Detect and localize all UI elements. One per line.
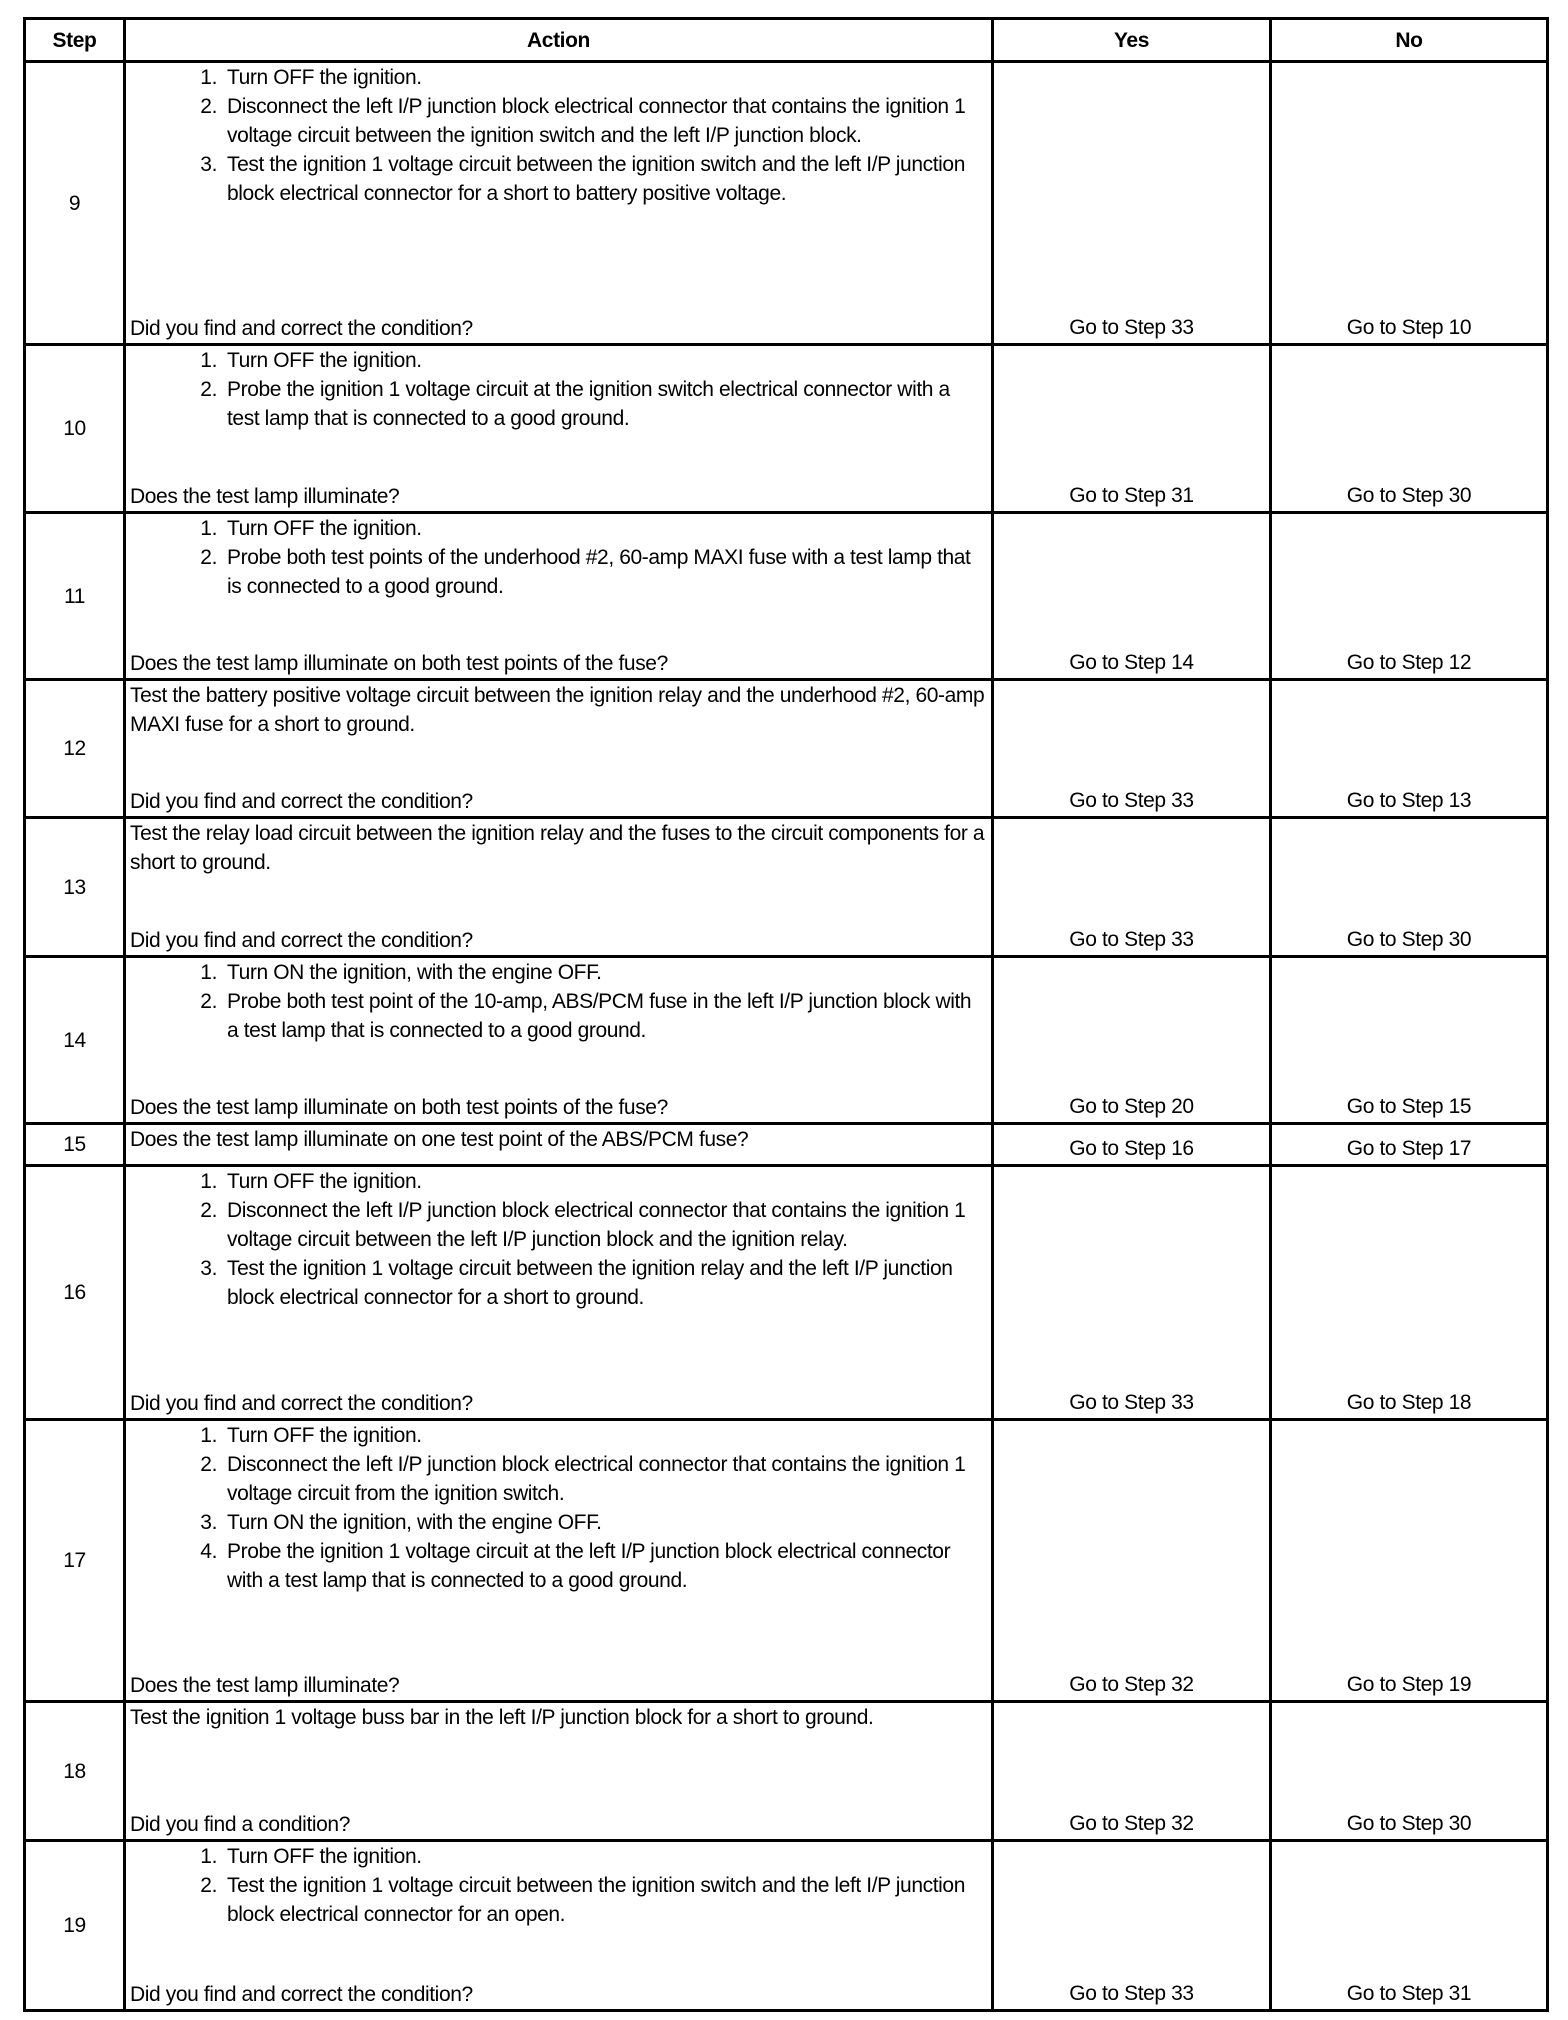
action-step [130,514,985,543]
action-steps [130,1167,985,1312]
header-step: Step [25,19,125,62]
table-row [25,513,1548,680]
question-text: Did you find and correct the condition? [130,929,473,952]
no-cell: Go to Step 30 [1271,345,1548,513]
question-text: Does the test lamp illuminate on both test points of the fuse? [130,652,668,675]
action-steps [130,1842,985,1929]
action-text: Test the ignition 1 voltage buss bar in the left I/P junction block for a short to ground. [130,1706,874,1729]
step-cell: 16 [25,1166,125,1420]
action-cell [125,513,993,680]
action-text: Test the battery positive voltage circuit between the ignition relay and the underhood #2, 60-amp MAXI fuse for a short to ground. [130,684,985,736]
action-step [130,1842,985,1871]
action-cell [125,680,993,818]
step-number-label: 2 . [130,92,227,150]
yes-cell: Go to Step 33 [993,1166,1271,1420]
no-cell: Go to Step 30 [1271,1702,1548,1841]
action-step-text: Turn OFF the ignition. [227,1170,422,1193]
yes-cell: Go to Step 14 [993,513,1271,680]
step-cell: 19 [25,1841,125,2011]
table-row [25,818,1548,957]
no-cell: Go to Step 17 [1271,1124,1548,1166]
yes-cell: Go to Step 20 [993,957,1271,1124]
action-step [130,346,985,375]
header-yes: Yes [993,19,1271,62]
step-number-label: 1 . [130,958,227,987]
step-number-label: 2 . [130,987,227,1045]
table-row [25,1124,1548,1166]
question-text: Did you find and correct the condition? [130,317,473,340]
action-step-text: Turn OFF the ignition. [227,1845,422,1868]
action-step-text: Disconnect the left I/P junction block electrical connector that contains the ignition 1 voltage circuit between the ignition switch and the left I/P junction block. [227,95,966,147]
table-row [25,345,1548,513]
table-row [25,62,1548,345]
action-steps [130,958,985,1045]
action-cell [125,957,993,1124]
action-step [130,1871,985,1929]
table-row [25,957,1548,1124]
action-step-text: Disconnect the left I/P junction block electrical connector that contains the ignition 1 voltage circuit from the ignition switch. [227,1453,966,1505]
question-text: Did you find and correct the condition? [130,1392,473,1415]
action-step-text: Turn OFF the ignition. [227,66,422,89]
action-cell [125,1124,993,1166]
step-cell: 10 [25,345,125,513]
action-step-text: Test the ignition 1 voltage circuit between the ignition switch and the left I/P junction block electrical connector for an open. [227,1874,965,1926]
no-cell: Go to Step 13 [1271,680,1548,818]
action-steps [130,514,985,601]
question-text: Does the test lamp illuminate on both test points of the fuse? [130,1096,668,1119]
no-cell: Go to Step 12 [1271,513,1548,680]
step-number-label: 1 . [130,514,227,543]
question-text: Did you find and correct the condition? [130,1983,473,2006]
action-cell [125,1702,993,1841]
step-number-label: 3 . [130,150,227,208]
step-number-label: 2 . [130,1196,227,1254]
table-row [25,1420,1548,1702]
action-step-text: Turn OFF the ignition. [227,1424,422,1447]
action-step [130,92,985,150]
action-step-text: Test the ignition 1 voltage circuit between the ignition switch and the left I/P junction block electrical connector for a short to battery positive voltage. [227,153,965,205]
action-step [130,1508,985,1537]
step-number-label: 1 . [130,1421,227,1450]
step-number-label: 1 . [130,1842,227,1871]
action-step [130,150,985,208]
step-cell: 9 [25,62,125,345]
action-cell [125,1420,993,1702]
table-row [25,1702,1548,1841]
action-step-text: Probe both test point of the 10-amp, ABS/PCM fuse in the left I/P junction block with a test lamp that is connected to a good ground. [227,990,972,1042]
yes-cell: Go to Step 33 [993,62,1271,345]
yes-cell: Go to Step 33 [993,1841,1271,2011]
question-text: Did you find a condition? [130,1813,350,1836]
action-steps [130,1421,985,1595]
action-step [130,1196,985,1254]
action-step [130,1254,985,1312]
action-step-text: Turn ON the ignition, with the engine OFF. [227,1511,602,1534]
step-cell: 11 [25,513,125,680]
action-step-text: Probe the ignition 1 voltage circuit at the ignition switch electrical connector with a test lamp that is connected to a good ground. [227,378,950,430]
step-number-label: 1 . [130,346,227,375]
action-step-text: Probe the ignition 1 voltage circuit at the left I/P junction block electrical connector with a test lamp that is connected to a good ground. [227,1540,951,1592]
action-steps [130,63,985,208]
no-cell: Go to Step 18 [1271,1166,1548,1420]
step-number-label: 2 . [130,375,227,433]
table-row [25,680,1548,818]
step-number-label: 1 . [130,1167,227,1196]
step-number-label: 3 . [130,1508,227,1537]
action-step [130,375,985,433]
action-text: Test the relay load circuit between the ignition relay and the fuses to the circuit components for a short to ground. [130,822,985,874]
action-step-text: Probe both test points of the underhood #2, 60-amp MAXI fuse with a test lamp that is connected to a good ground. [227,546,971,598]
step-cell: 15 [25,1124,125,1166]
action-step [130,958,985,987]
no-cell: Go to Step 31 [1271,1841,1548,2011]
yes-cell: Go to Step 33 [993,680,1271,818]
step-cell: 18 [25,1702,125,1841]
step-cell: 13 [25,818,125,957]
step-number-label: 2 . [130,1450,227,1508]
no-cell: Go to Step 19 [1271,1420,1548,1702]
action-step-text: Turn ON the ignition, with the engine OFF. [227,961,602,984]
header-row [25,19,1548,62]
action-step-text: Turn OFF the ignition. [227,517,422,540]
action-step [130,1450,985,1508]
action-cell [125,818,993,957]
action-step [130,1167,985,1196]
yes-cell: Go to Step 31 [993,345,1271,513]
step-number-label: 1 . [130,63,227,92]
step-number-label: 2 . [130,543,227,601]
no-cell: Go to Step 30 [1271,818,1548,957]
question-text: Did you find and correct the condition? [130,790,473,813]
action-step [130,987,985,1045]
step-cell: 17 [25,1420,125,1702]
action-cell [125,1841,993,2011]
no-cell: Go to Step 15 [1271,957,1548,1124]
yes-cell: Go to Step 16 [993,1124,1271,1166]
no-cell: Go to Step 10 [1271,62,1548,345]
table-row [25,1166,1548,1420]
step-number-label: 3 . [130,1254,227,1312]
question-text: Does the test lamp illuminate? [130,1674,400,1697]
action-steps [130,346,985,433]
action-cell [125,62,993,345]
table-row [25,1841,1548,2011]
action-cell [125,345,993,513]
question-text: Does the test lamp illuminate? [130,485,400,508]
action-step-text: Disconnect the left I/P junction block electrical connector that contains the ignition 1 voltage circuit between the left I/P junction block and the ignition relay. [227,1199,966,1251]
action-step [130,63,985,92]
header-action: Action [125,19,993,62]
yes-cell: Go to Step 33 [993,818,1271,957]
yes-cell: Go to Step 32 [993,1420,1271,1702]
step-cell: 14 [25,957,125,1124]
step-number-label: 2 . [130,1871,227,1929]
action-step [130,1537,985,1595]
action-step-text: Turn OFF the ignition. [227,349,422,372]
action-cell [125,1166,993,1420]
header-no: No [1271,19,1548,62]
diagnostic-table [23,17,1549,2012]
step-cell: 12 [25,680,125,818]
action-step [130,1421,985,1450]
action-step-text: Test the ignition 1 voltage circuit between the ignition relay and the left I/P junction block electrical connector for a short to ground. [227,1257,953,1309]
action-step [130,543,985,601]
step-number-label: 4 . [130,1537,227,1595]
question-text: Does the test lamp illuminate on one test point of the ABS/PCM fuse? [130,1128,749,1151]
yes-cell: Go to Step 32 [993,1702,1271,1841]
